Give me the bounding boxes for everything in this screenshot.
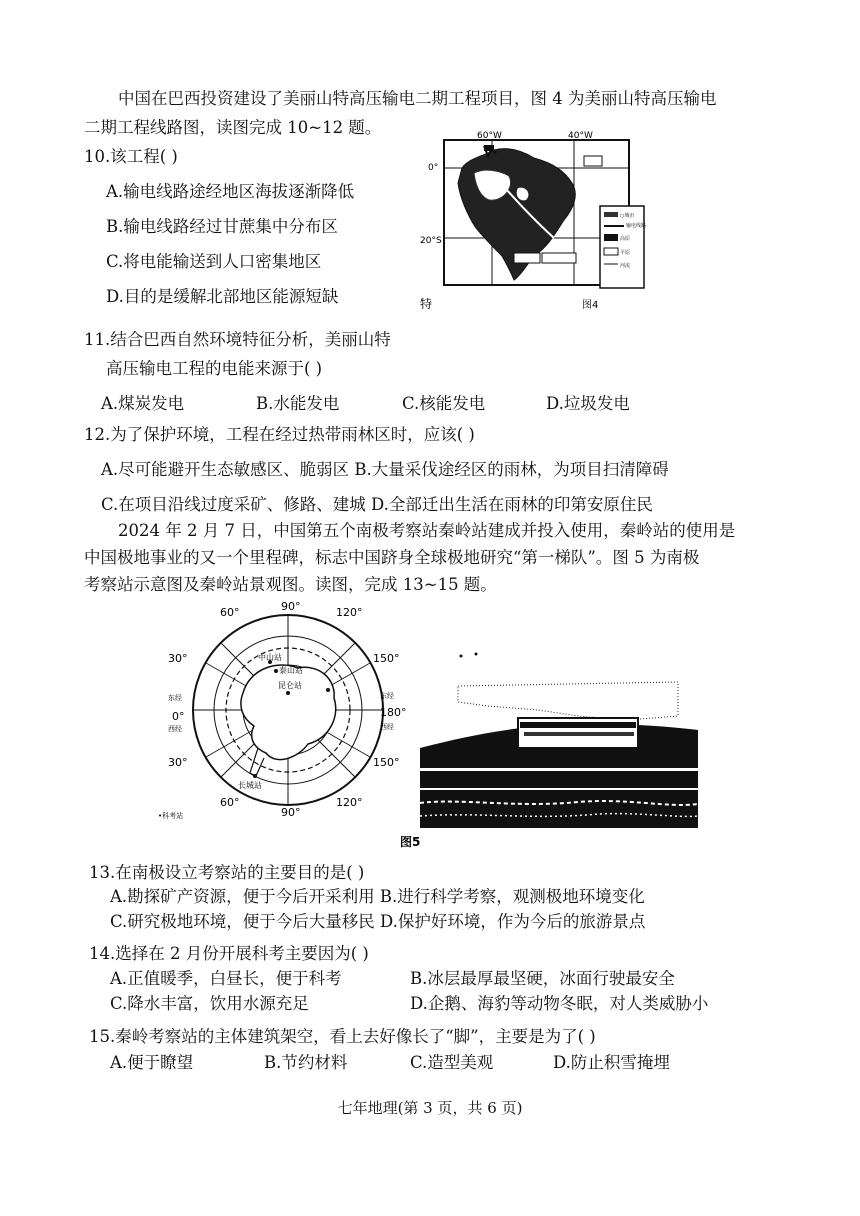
deg-bottom-120: 120°: [336, 796, 363, 809]
q10-option-b: B.输电线路经过甘蔗集中分布区: [106, 217, 338, 236]
deg-right-150b: 150°: [373, 756, 400, 769]
deg-left-0: 0°: [172, 710, 185, 723]
q15-option-b: B.节约材料: [264, 1053, 348, 1072]
station-taishan: 泰山站: [279, 666, 303, 675]
deg-left-30a: 30°: [168, 652, 188, 665]
intro1-line2: 二期工程线路图，读图完成 10~12 题。: [84, 118, 382, 137]
qinling-station-photo: [400, 653, 698, 850]
q11-option-a: A.煤炭发电: [101, 394, 185, 413]
fig4-side-label: 特: [420, 297, 433, 311]
q11-option-b: B.水能发电: [256, 394, 340, 413]
q11-option-d: D.垃圾发电: [546, 394, 630, 413]
deg-right-180: 180°: [380, 706, 407, 719]
label-west-left: 西经: [168, 725, 182, 733]
page-footer: 七年地理(第 3 页，共 6 页): [337, 1099, 523, 1117]
antarctica-polar-map: [158, 600, 407, 820]
fig4-legend-line: 输电线路: [626, 223, 647, 229]
q15-stem: 15.秦岭考察站的主体建筑架空，看上去好像长了“脚”，主要是为了( ): [89, 1027, 596, 1046]
intro2-line3: 考察站示意图及秦岭站景观图。读图，完成 13~15 题。: [84, 575, 497, 594]
fig4-legend-city: ○城市: [620, 213, 635, 219]
q11-stem-line2: 高压输电工程的电能来源于( ): [106, 359, 323, 378]
q14-option-c: C.降水丰富，饮用水源充足: [110, 994, 309, 1013]
fig4-caption: 图4: [582, 300, 599, 311]
q13-options-cd: C.研究极地环境，便于今后大量移民 D.保护好环境，作为今后的旅游景点: [110, 912, 646, 931]
q15-option-a: A.便于瞭望: [110, 1053, 194, 1072]
deg-right-150a: 150°: [373, 652, 400, 665]
label-east-right: 东经: [380, 692, 394, 700]
label-west-right: 西经: [380, 723, 394, 731]
station-kunlun: 昆仑站: [278, 681, 302, 690]
q10-option-a: A.输电线路途经地区海拔逐渐降低: [106, 182, 355, 201]
q14-option-d: D.企鹅、海豹等动物冬眠，对人类威胁小: [410, 994, 709, 1013]
q14-stem: 14.选择在 2 月份开展科考主要因为( ): [89, 944, 369, 963]
fig4-lon-40w: 40°W: [568, 131, 593, 141]
q10-stem: 10.该工程( ): [84, 147, 178, 166]
fig4-legend-plateau: 高原: [620, 236, 631, 242]
intro1-line1: 中国在巴西投资建设了美丽山特高压输电二期工程项目，图 4 为美丽山特高压输电: [118, 89, 717, 108]
fig5-caption: 图5: [400, 835, 421, 849]
deg-left-30b: 30°: [168, 756, 188, 769]
q15-option-d: D.防止积雪掩埋: [553, 1053, 670, 1072]
intro2-line1: 2024 年 2 月 7 日，中国第五个南极考察站秦岭站建成并投入使用，秦岭站的使用是: [118, 521, 736, 540]
figure-4-brazil-map: [414, 128, 647, 318]
q13-options-ab: A.勘探矿产资源，便于今后开采利用 B.进行科学考察，观测极地环境变化: [110, 887, 645, 906]
q12-options-cd: C.在项目沿线过度采矿、修路、建城 D.全部迁出生活在雨林的印第安原住民: [101, 495, 653, 514]
deg-top-90: 90°: [281, 600, 301, 613]
q13-stem: 13.在南极设立考察站的主要目的是( ): [89, 863, 365, 882]
fig4-legend-river: 河流: [620, 263, 631, 269]
fig4-legend-plain: 平原: [620, 250, 631, 256]
q11-stem-line1: 11.结合巴西自然环境特征分析，美丽山特: [84, 330, 391, 349]
q12-stem: 12.为了保护环境，工程在经过热带雨林区时，应该( ): [84, 425, 475, 444]
q10-option-c: C.将电能输送到人口密集地区: [106, 252, 322, 271]
q10-option-d: D.目的是缓解北部地区能源短缺: [106, 287, 339, 306]
fig4-lat-0: 0°: [428, 163, 439, 173]
q15-option-c: C.造型美观: [410, 1053, 494, 1072]
figure-5: [158, 598, 698, 848]
station-changcheng: 长城站: [238, 781, 262, 790]
intro2-line2: 中国极地事业的又一个里程碑，标志中国跻身全球极地研究“第一梯队”。图 5 为南极: [84, 548, 700, 567]
label-east-left: 东经: [168, 694, 182, 702]
deg-bottom-60: 60°: [220, 796, 240, 809]
q12-options-ab: A.尽可能避开生态敏感区、脆弱区 B.大量采伐途经区的雨林，为项目扫清障碍: [101, 460, 669, 479]
deg-top-60: 60°: [220, 606, 240, 619]
q14-option-a: A.正值暖季，白昼长，便于科考: [110, 969, 342, 988]
fig4-lat-20s: 20°S: [420, 236, 442, 246]
q14-option-b: B.冰层最厚最坚硬，冰面行驶最安全: [410, 969, 675, 988]
fig5-legend-station: •科考站: [158, 812, 184, 820]
q11-option-c: C.核能发电: [402, 394, 486, 413]
fig4-lon-60w: 60°W: [477, 131, 502, 141]
deg-bottom-90: 90°: [281, 806, 301, 819]
deg-top-120: 120°: [336, 606, 363, 619]
station-zhongshan: 中山站: [258, 653, 282, 662]
